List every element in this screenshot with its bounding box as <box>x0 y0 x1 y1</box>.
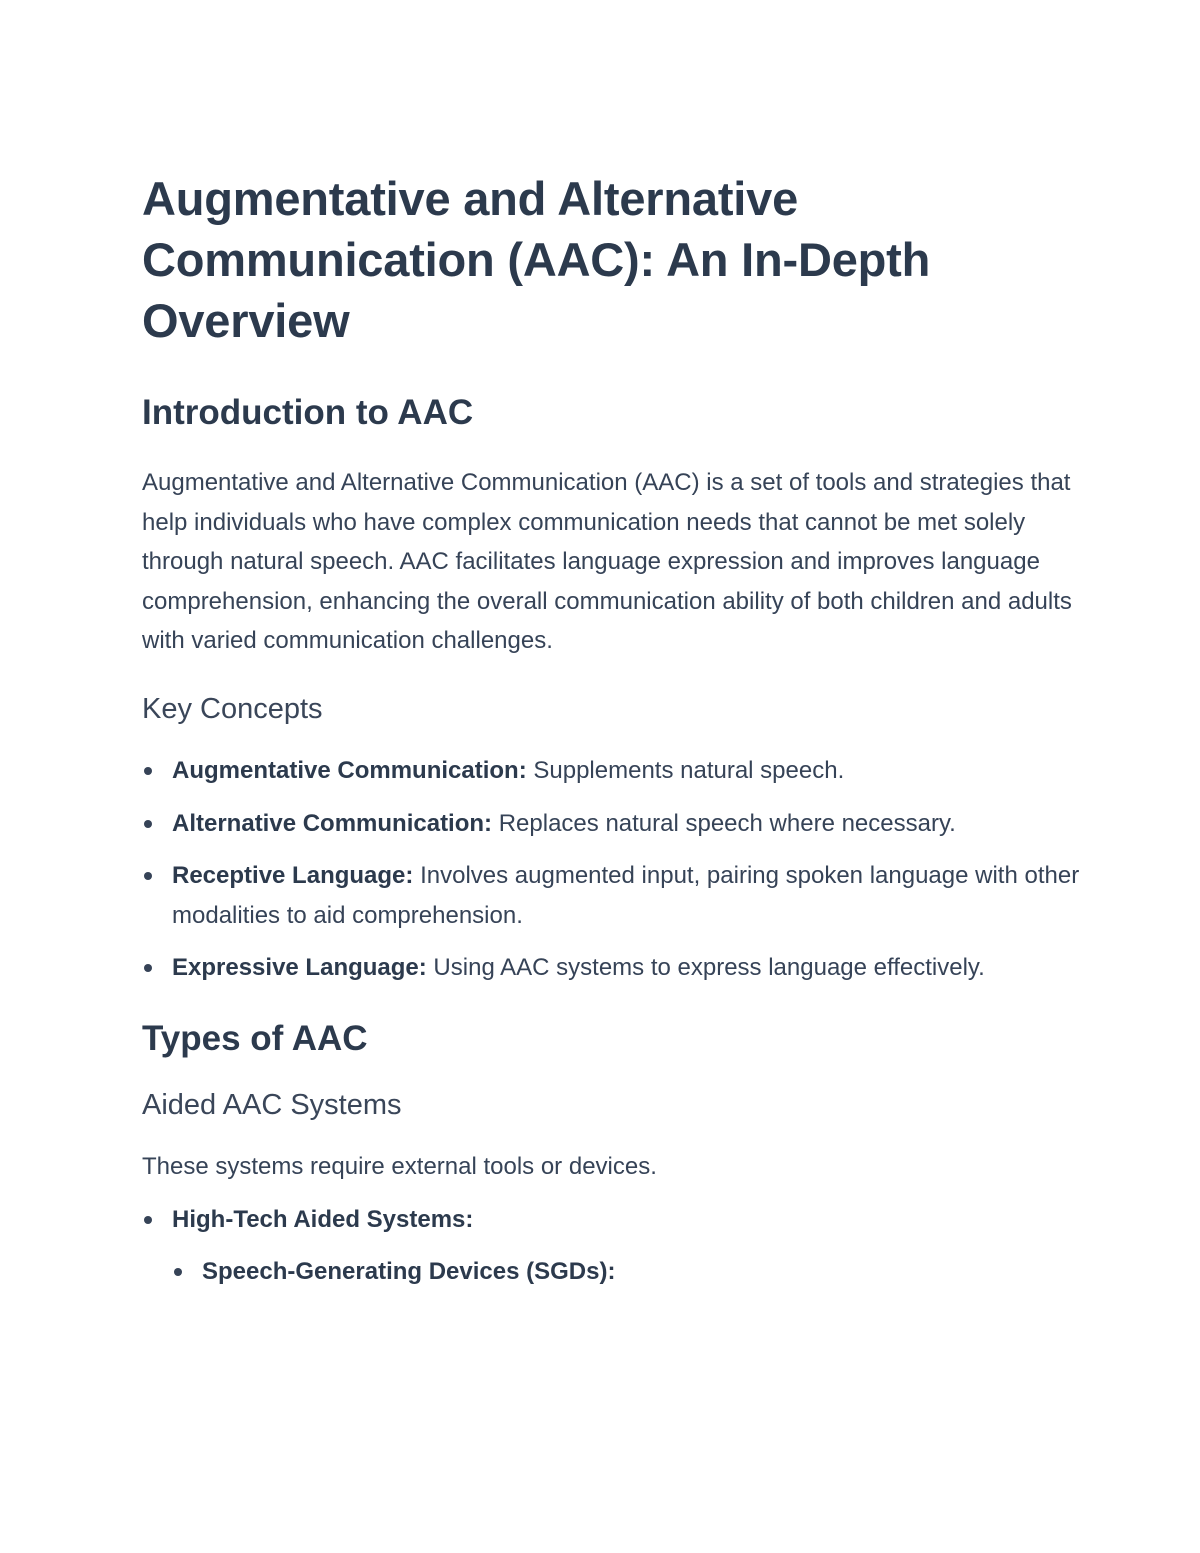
nested-list-item <box>172 1252 1082 1292</box>
list-item-text: Involves augmented input, pairing spoken language with other modalities to aid comprehension. <box>172 862 1080 929</box>
nested-list <box>172 1252 1082 1292</box>
list-item-term: Speech-Generating Devices (SGDs): <box>202 1258 616 1286</box>
list-item-text: Replaces natural speech where necessary. <box>492 809 956 837</box>
document-page <box>142 168 1082 1292</box>
key-concepts-list <box>142 751 1082 988</box>
list-item <box>142 751 1082 791</box>
list-item <box>142 948 1082 988</box>
document-title: Augmentative and Alternative Communication (AAC): An In-Depth Overview <box>142 172 931 347</box>
list-item <box>142 856 1082 935</box>
list-item <box>142 804 1082 844</box>
subsection-heading-key-concepts: Key Concepts <box>142 692 323 725</box>
section-heading-types: Types of AAC <box>142 1018 368 1058</box>
subsection-heading-aided: Aided AAC Systems <box>142 1088 402 1121</box>
bullet-icon <box>144 1216 152 1224</box>
bullet-icon <box>144 964 152 972</box>
aided-paragraph: These systems require external tools or devices. <box>142 1152 657 1180</box>
list-item-text: Using AAC systems to express language effectively. <box>426 954 985 982</box>
list-item-term: Augmentative Communication: <box>172 756 527 784</box>
list-item <box>142 1200 1082 1292</box>
bullet-icon <box>174 1268 182 1276</box>
list-item-text: Supplements natural speech. <box>526 756 845 784</box>
bullet-icon <box>144 820 152 828</box>
list-item-term: Alternative Communication: <box>172 809 493 837</box>
list-item-term: Receptive Language: <box>172 862 414 890</box>
section-heading-introduction: Introduction to AAC <box>142 393 474 432</box>
bullet-icon <box>144 872 152 880</box>
aided-systems-list <box>142 1200 1082 1292</box>
bullet-icon <box>144 767 152 775</box>
introduction-paragraph: Augmentative and Alternative Communication (AAC) is a set of tools and strategies that help individuals who have complex communication needs that cannot be met solely through natural speech. AAC facilitates language expression and improves language comprehension, enhancing the overall communication ability of both children and adults with varied communication challenges. <box>142 469 1072 655</box>
list-item-term: High-Tech Aided Systems: <box>172 1205 474 1233</box>
list-item-term: Expressive Language: <box>172 954 427 982</box>
